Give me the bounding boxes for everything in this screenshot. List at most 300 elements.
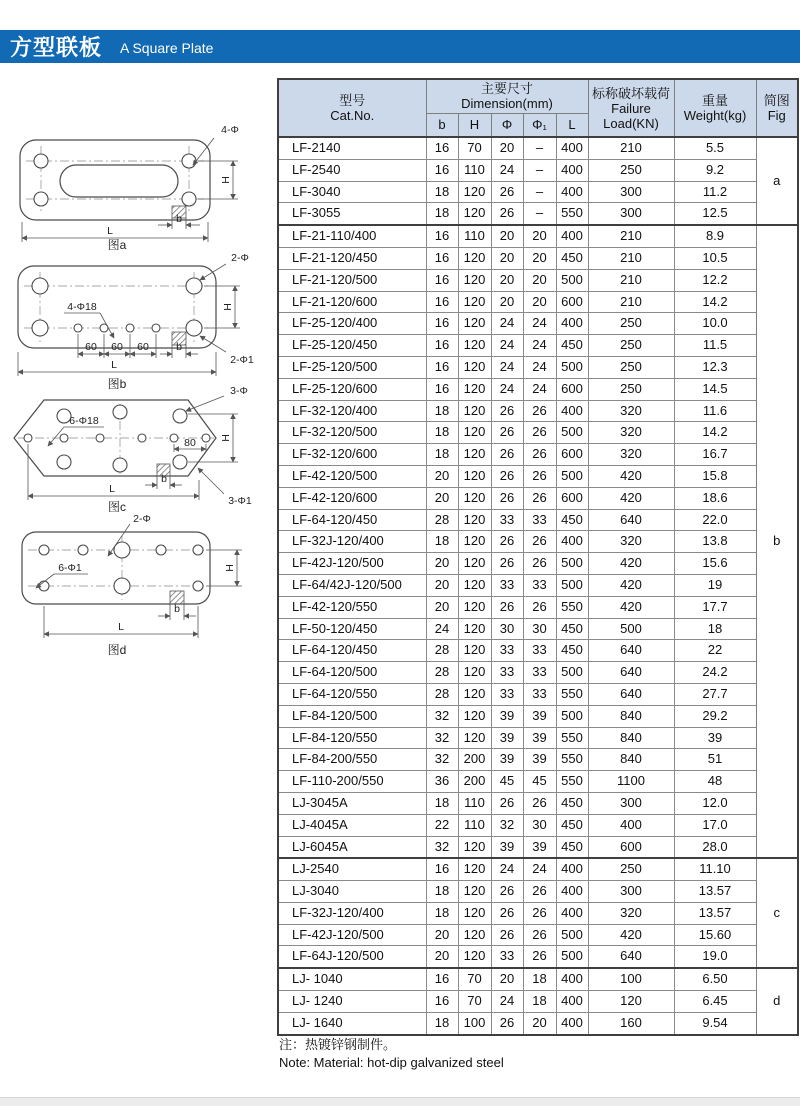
value-cell: 120	[458, 313, 491, 335]
figure-c-diagram	[2, 384, 262, 512]
table-row	[278, 444, 798, 466]
cat-no-cell: LF-25-120/600	[278, 378, 426, 400]
value-cell: –	[523, 203, 556, 225]
value-cell: 26	[523, 487, 556, 509]
value-cell: 450	[556, 509, 588, 531]
value-cell: 39	[523, 836, 556, 858]
value-cell: 16.7	[674, 444, 756, 466]
cat-no-cell: LF-84-120/500	[278, 705, 426, 727]
cat-no-cell: LJ- 1240	[278, 991, 426, 1013]
value-cell: 120	[458, 946, 491, 968]
col-header-fig-en: Fig	[767, 108, 786, 123]
table-row	[278, 574, 798, 596]
value-cell: 200	[458, 749, 491, 771]
fig-a-h-label: H	[220, 176, 232, 184]
value-cell: 120	[458, 247, 491, 269]
value-cell: 11.2	[674, 181, 756, 203]
value-cell: 120	[458, 683, 491, 705]
value-cell: 450	[556, 618, 588, 640]
value-cell: 320	[588, 902, 674, 924]
table-row	[278, 640, 798, 662]
value-cell: 18	[426, 531, 458, 553]
value-cell: 12.5	[674, 203, 756, 225]
value-cell: 39	[491, 749, 523, 771]
fig-c-80-label: 80	[184, 437, 196, 449]
col-header-dimension	[426, 79, 588, 113]
value-cell: 26	[491, 596, 523, 618]
value-cell: 8.9	[674, 225, 756, 247]
value-cell: –	[523, 181, 556, 203]
value-cell: 400	[556, 531, 588, 553]
value-cell: 26	[491, 181, 523, 203]
value-cell: 16	[426, 291, 458, 313]
value-cell: 26	[491, 531, 523, 553]
value-cell: 39	[523, 749, 556, 771]
value-cell: 400	[556, 313, 588, 335]
value-cell: 500	[556, 705, 588, 727]
value-cell: 500	[556, 269, 588, 291]
value-cell: 600	[588, 836, 674, 858]
value-cell: 26	[491, 465, 523, 487]
col-header-weight-en: Weight(kg)	[683, 108, 747, 123]
value-cell: 11.5	[674, 335, 756, 357]
cat-no-cell: LF-84-200/550	[278, 749, 426, 771]
value-cell: 15.60	[674, 924, 756, 946]
fig-b-small-label: 4-Φ18	[67, 301, 97, 313]
fig-group-cell: c	[756, 858, 798, 968]
value-cell: 26	[523, 553, 556, 575]
value-cell: –	[523, 159, 556, 181]
value-cell: 120	[458, 356, 491, 378]
cat-no-cell: LF-64-120/450	[278, 640, 426, 662]
value-cell: 300	[588, 881, 674, 903]
value-cell: 45	[491, 771, 523, 793]
value-cell: 640	[588, 683, 674, 705]
cat-no-cell: LJ-2540	[278, 858, 426, 880]
col-header-h: H	[458, 113, 491, 137]
value-cell: 20	[491, 137, 523, 159]
col-header-catno-en: Cat.No.	[330, 108, 375, 123]
cat-no-cell: LF-50-120/450	[278, 618, 426, 640]
table-row	[278, 137, 798, 159]
value-cell: 500	[556, 422, 588, 444]
value-cell: 400	[556, 159, 588, 181]
value-cell: 33	[523, 662, 556, 684]
value-cell: 26	[523, 902, 556, 924]
col-header-load-en1: Failure	[611, 100, 651, 116]
value-cell: 28	[426, 662, 458, 684]
table-row	[278, 356, 798, 378]
cat-no-cell: LF-25-120/450	[278, 335, 426, 357]
table-row	[278, 991, 798, 1013]
value-cell: 32	[426, 836, 458, 858]
value-cell: 70	[458, 137, 491, 159]
value-cell: 11.6	[674, 400, 756, 422]
spec-table	[277, 78, 799, 1036]
value-cell: 26	[523, 531, 556, 553]
table-row	[278, 1012, 798, 1034]
value-cell: 120	[458, 553, 491, 575]
col-header-catno	[278, 79, 426, 137]
value-cell: 320	[588, 400, 674, 422]
value-cell: 32	[491, 814, 523, 836]
cat-no-cell: LF-21-120/450	[278, 247, 426, 269]
value-cell: 39	[523, 727, 556, 749]
value-cell: 420	[588, 465, 674, 487]
value-cell: 39	[674, 727, 756, 749]
cat-no-cell: LF-42-120/550	[278, 596, 426, 618]
value-cell: 120	[458, 858, 491, 880]
col-header-weight-cn: 重量	[701, 93, 728, 108]
value-cell: 26	[491, 400, 523, 422]
value-cell: 16	[426, 356, 458, 378]
cat-no-cell: LF-64-120/550	[278, 683, 426, 705]
value-cell: 450	[556, 247, 588, 269]
col-header-weight	[674, 79, 756, 137]
value-cell: 210	[588, 247, 674, 269]
table-row	[278, 662, 798, 684]
value-cell: 16	[426, 247, 458, 269]
value-cell: 18	[426, 203, 458, 225]
value-cell: 420	[588, 574, 674, 596]
value-cell: 500	[556, 574, 588, 596]
value-cell: 26	[491, 422, 523, 444]
fig-b-bottom-label: 2-Φ1	[230, 354, 254, 366]
value-cell: 33	[491, 574, 523, 596]
value-cell: 26	[491, 792, 523, 814]
fig-b-s2-label: 60	[111, 341, 123, 353]
value-cell: 20	[426, 574, 458, 596]
fig-c-top-label: 3-Φ	[230, 385, 248, 397]
value-cell: 16	[426, 858, 458, 880]
value-cell: 250	[588, 356, 674, 378]
value-cell: 120	[458, 640, 491, 662]
fig-d-top-label: 2-Φ	[133, 513, 151, 525]
value-cell: 550	[556, 727, 588, 749]
table-row	[278, 705, 798, 727]
value-cell: 22.0	[674, 509, 756, 531]
value-cell: 20	[426, 924, 458, 946]
value-cell: 18	[523, 968, 556, 990]
cat-no-cell: LJ-6045A	[278, 836, 426, 858]
value-cell: 18	[426, 902, 458, 924]
value-cell: 36	[426, 771, 458, 793]
value-cell: 20	[491, 968, 523, 990]
value-cell: 640	[588, 640, 674, 662]
value-cell: 12.2	[674, 269, 756, 291]
cat-no-cell: LJ-4045A	[278, 814, 426, 836]
value-cell: 640	[588, 946, 674, 968]
value-cell: 250	[588, 159, 674, 181]
value-cell: 18	[426, 422, 458, 444]
value-cell: 33	[491, 640, 523, 662]
value-cell: 24	[491, 356, 523, 378]
value-cell: 48	[674, 771, 756, 793]
value-cell: 24	[491, 159, 523, 181]
fig-c-l-label: L	[109, 483, 115, 495]
value-cell: 20	[426, 553, 458, 575]
value-cell: 33	[491, 946, 523, 968]
value-cell: 39	[491, 705, 523, 727]
value-cell: 100	[588, 968, 674, 990]
value-cell: 15.8	[674, 465, 756, 487]
footnote-cn: 注：热镀锌钢制件。	[279, 1037, 397, 1052]
table-row	[278, 596, 798, 618]
value-cell: 120	[458, 705, 491, 727]
value-cell: 500	[556, 356, 588, 378]
table-row	[278, 881, 798, 903]
page-title-bar	[0, 30, 800, 63]
value-cell: 400	[588, 814, 674, 836]
cat-no-cell: LF-25-120/400	[278, 313, 426, 335]
value-cell: 30	[523, 814, 556, 836]
table-row	[278, 792, 798, 814]
value-cell: 250	[588, 313, 674, 335]
value-cell: 16	[426, 313, 458, 335]
value-cell: 24.2	[674, 662, 756, 684]
value-cell: 450	[556, 814, 588, 836]
value-cell: 26	[491, 487, 523, 509]
value-cell: 20	[491, 291, 523, 313]
col-header-dimension-en: Dimension(mm)	[461, 96, 553, 112]
value-cell: 13.57	[674, 881, 756, 903]
fig-group-cell: b	[756, 225, 798, 858]
cat-no-cell: LJ- 1040	[278, 968, 426, 990]
table-row	[278, 946, 798, 968]
fig-d-b-label: b	[174, 603, 180, 615]
table-row	[278, 225, 798, 247]
table-row	[278, 968, 798, 990]
value-cell: 320	[588, 422, 674, 444]
fig-c-h-label: H	[220, 434, 232, 442]
value-cell: 27.7	[674, 683, 756, 705]
value-cell: 26	[491, 881, 523, 903]
col-header-phi1: Φ₁	[523, 113, 556, 137]
table-row	[278, 683, 798, 705]
value-cell: 400	[556, 968, 588, 990]
value-cell: 32	[426, 705, 458, 727]
table-row	[278, 727, 798, 749]
value-cell: 24	[491, 335, 523, 357]
value-cell: 20	[426, 596, 458, 618]
value-cell: 26	[523, 881, 556, 903]
value-cell: 33	[523, 640, 556, 662]
value-cell: 120	[458, 596, 491, 618]
fig-b-top-label: 2-Φ	[231, 252, 249, 264]
value-cell: 20	[523, 247, 556, 269]
table-row	[278, 749, 798, 771]
cat-no-cell: LF-3040	[278, 181, 426, 203]
figure-b-diagram	[2, 250, 262, 390]
value-cell: 550	[556, 203, 588, 225]
value-cell: 29.2	[674, 705, 756, 727]
value-cell: 300	[588, 792, 674, 814]
value-cell: 120	[458, 465, 491, 487]
table-row	[278, 465, 798, 487]
value-cell: 6.50	[674, 968, 756, 990]
value-cell: 20	[523, 225, 556, 247]
value-cell: 320	[588, 531, 674, 553]
value-cell: 45	[523, 771, 556, 793]
figure-diagrams	[2, 118, 270, 656]
table-row	[278, 553, 798, 575]
value-cell: 24	[491, 378, 523, 400]
value-cell: 28	[426, 640, 458, 662]
value-cell: 250	[588, 335, 674, 357]
value-cell: 120	[458, 924, 491, 946]
value-cell: 26	[523, 444, 556, 466]
cat-no-cell: LF-2140	[278, 137, 426, 159]
value-cell: 120	[458, 400, 491, 422]
fig-group-cell: a	[756, 137, 798, 225]
value-cell: 210	[588, 269, 674, 291]
value-cell: 110	[458, 225, 491, 247]
value-cell: 39	[491, 727, 523, 749]
value-cell: 18	[426, 792, 458, 814]
value-cell: 20	[426, 465, 458, 487]
value-cell: 160	[588, 1012, 674, 1034]
table-row	[278, 247, 798, 269]
table-row	[278, 924, 798, 946]
value-cell: 16	[426, 968, 458, 990]
table-row	[278, 269, 798, 291]
value-cell: 400	[556, 881, 588, 903]
table-row	[278, 858, 798, 880]
value-cell: 9.2	[674, 159, 756, 181]
value-cell: 500	[556, 924, 588, 946]
value-cell: 20	[491, 269, 523, 291]
value-cell: 17.0	[674, 814, 756, 836]
cat-no-cell: LF-64-120/450	[278, 509, 426, 531]
value-cell: 26	[491, 444, 523, 466]
table-row	[278, 487, 798, 509]
value-cell: 18	[523, 991, 556, 1013]
value-cell: 20	[491, 225, 523, 247]
value-cell: 300	[588, 203, 674, 225]
value-cell: 70	[458, 991, 491, 1013]
value-cell: 120	[458, 422, 491, 444]
value-cell: 12.0	[674, 792, 756, 814]
figure-d-diagram	[2, 510, 262, 656]
value-cell: 70	[458, 968, 491, 990]
value-cell: 16	[426, 378, 458, 400]
value-cell: 20	[426, 487, 458, 509]
value-cell: 10.5	[674, 247, 756, 269]
value-cell: 33	[491, 662, 523, 684]
value-cell: 26	[491, 924, 523, 946]
value-cell: 17.7	[674, 596, 756, 618]
value-cell: 20	[523, 1012, 556, 1034]
table-row	[278, 814, 798, 836]
page-title-cn: 方型联板	[10, 35, 103, 60]
value-cell: 26	[523, 400, 556, 422]
value-cell: 400	[556, 1012, 588, 1034]
table-row	[278, 422, 798, 444]
fig-a-b-label: b	[176, 213, 182, 225]
value-cell: 26	[523, 465, 556, 487]
cat-no-cell: LF-32J-120/400	[278, 902, 426, 924]
value-cell: 24	[491, 313, 523, 335]
col-header-fig	[756, 79, 798, 137]
value-cell: 32	[426, 749, 458, 771]
value-cell: 400	[556, 400, 588, 422]
fig-d-caption: 图d	[107, 643, 127, 656]
cat-no-cell: LF-21-120/600	[278, 291, 426, 313]
figure-a-diagram	[2, 118, 262, 250]
value-cell: 550	[556, 683, 588, 705]
value-cell: 450	[556, 335, 588, 357]
value-cell: 26	[523, 924, 556, 946]
value-cell: 24	[523, 378, 556, 400]
value-cell: –	[523, 137, 556, 159]
value-cell: 5.5	[674, 137, 756, 159]
value-cell: 20	[426, 946, 458, 968]
value-cell: 20	[491, 247, 523, 269]
value-cell: 120	[458, 444, 491, 466]
value-cell: 18	[426, 881, 458, 903]
col-header-dimension-cn: 主要尺寸	[480, 81, 533, 97]
cat-no-cell: LJ-3040	[278, 881, 426, 903]
table-row	[278, 836, 798, 858]
table-row	[278, 400, 798, 422]
value-cell: 18	[674, 618, 756, 640]
table-row	[278, 335, 798, 357]
fig-a-caption: 图a	[107, 238, 127, 250]
value-cell: 30	[491, 618, 523, 640]
value-cell: 39	[491, 836, 523, 858]
value-cell: 200	[458, 771, 491, 793]
value-cell: 400	[556, 858, 588, 880]
col-header-fig-cn: 简图	[763, 93, 790, 108]
value-cell: 550	[556, 749, 588, 771]
value-cell: 100	[458, 1012, 491, 1034]
value-cell: 120	[458, 618, 491, 640]
footnote	[279, 1036, 504, 1072]
table-row	[278, 531, 798, 553]
value-cell: 14.2	[674, 422, 756, 444]
table-row	[278, 313, 798, 335]
value-cell: 500	[556, 662, 588, 684]
value-cell: 26	[491, 1012, 523, 1034]
value-cell: 120	[458, 181, 491, 203]
value-cell: 28	[426, 683, 458, 705]
value-cell: 420	[588, 553, 674, 575]
cat-no-cell: LF-42-120/600	[278, 487, 426, 509]
value-cell: 14.5	[674, 378, 756, 400]
value-cell: 600	[556, 444, 588, 466]
value-cell: 500	[588, 618, 674, 640]
fig-c-b-label: b	[161, 473, 167, 485]
value-cell: 450	[556, 640, 588, 662]
cat-no-cell: LF-42J-120/500	[278, 924, 426, 946]
value-cell: 33	[523, 509, 556, 531]
value-cell: 500	[556, 946, 588, 968]
value-cell: 20	[523, 269, 556, 291]
col-header-l: L	[556, 113, 588, 137]
value-cell: 24	[523, 313, 556, 335]
fig-b-caption: 图b	[107, 377, 127, 390]
table-row	[278, 159, 798, 181]
table-row	[278, 902, 798, 924]
value-cell: 26	[491, 203, 523, 225]
value-cell: 11.10	[674, 858, 756, 880]
value-cell: 33	[523, 683, 556, 705]
value-cell: 450	[556, 792, 588, 814]
value-cell: 15.6	[674, 553, 756, 575]
fig-d-h-label: H	[224, 564, 236, 572]
value-cell: 39	[523, 705, 556, 727]
value-cell: 28.0	[674, 836, 756, 858]
